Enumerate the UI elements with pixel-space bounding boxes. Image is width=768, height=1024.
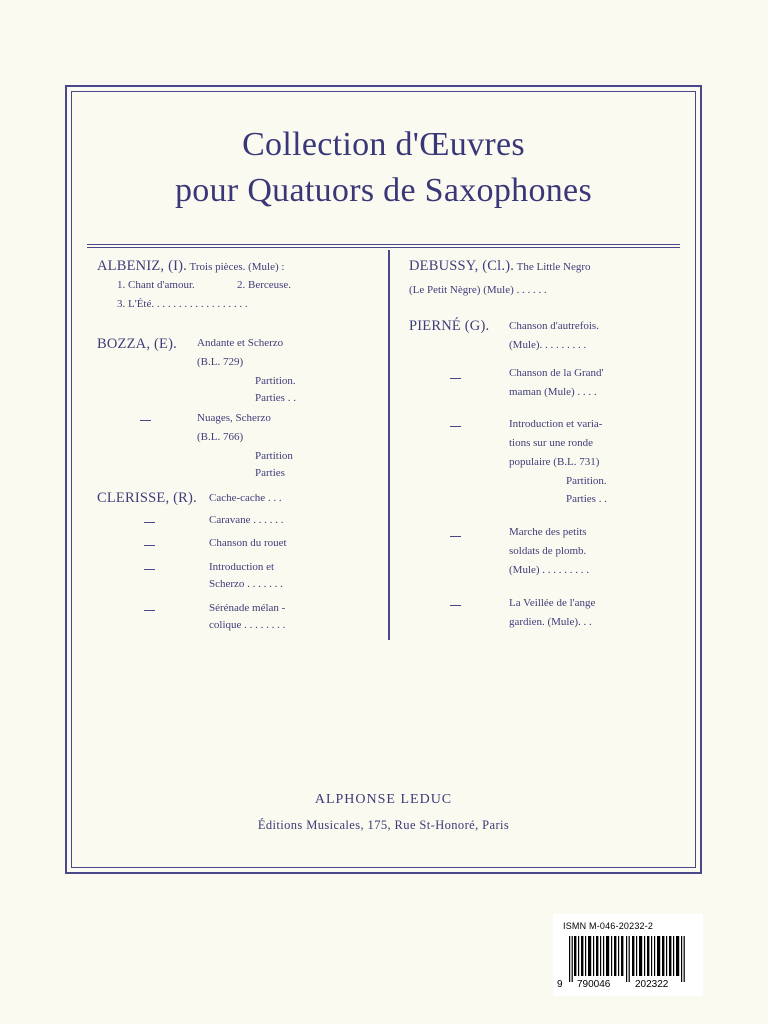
horizontal-divider xyxy=(87,244,680,248)
work-title: The Little Negro xyxy=(516,261,591,273)
work-title: tions sur une ronde xyxy=(509,437,594,449)
work-title: Marche des petits xyxy=(509,526,587,538)
title-page-frame xyxy=(65,85,702,874)
part-label: Parties xyxy=(255,467,285,479)
work-title: (Mule). . . . . . . . . xyxy=(509,339,587,351)
work-title: (Le Petit Nègre) (Mule) . . . . . . xyxy=(409,284,547,296)
catalog-number: (B.L. 766) xyxy=(197,431,244,443)
part-label: Parties . . xyxy=(566,493,607,505)
barcode-digits-left: 790046 xyxy=(577,979,611,990)
ditto-dash xyxy=(144,610,155,611)
part-label: Partition xyxy=(255,450,293,462)
work-title: Scherzo . . . . . . . xyxy=(209,578,283,590)
work-title: soldats de plomb. xyxy=(509,545,587,557)
work-title: populaire (B.L. 731) xyxy=(509,456,600,468)
work-title: Chanson du rouet xyxy=(209,537,287,549)
part-label: Parties . . xyxy=(255,392,296,404)
composer-clerisse: CLERISSE, (R). xyxy=(97,490,197,506)
albeniz-item-2: 2. Berceuse. xyxy=(237,279,292,291)
work-title: Introduction et varia- xyxy=(509,418,603,430)
debussy-entry xyxy=(409,258,591,275)
work-title: Andante et Scherzo xyxy=(197,337,284,349)
column-divider xyxy=(388,250,390,640)
composer-pierne: PIERNÉ (G). xyxy=(409,318,490,334)
work-title: gardien. (Mule). . . xyxy=(509,616,592,628)
work-title: colique . . . . . . . . xyxy=(209,619,286,631)
composer-albeniz: ALBENIZ, (I). xyxy=(97,258,187,274)
collection-subtitle: pour Quatuors de Saxophones xyxy=(175,172,592,209)
ismn-number: ISMN M-046-20232-2 xyxy=(563,921,654,931)
work-title: Nuages, Scherzo xyxy=(197,412,271,424)
barcode-digits-right: 202322 xyxy=(635,979,669,990)
ditto-dash xyxy=(144,569,155,570)
albeniz-item-1: 1. Chant d'amour. xyxy=(117,279,195,291)
publisher-address: Éditions Musicales, 175, Rue St-Honoré, Paris xyxy=(257,818,510,832)
ditto-dash xyxy=(450,378,461,379)
ditto-dash xyxy=(144,545,155,546)
albeniz-entry xyxy=(97,258,284,275)
albeniz-item-3: 3. L'Été. . . . . . . . . . . . . . . . . . xyxy=(117,298,248,310)
inner-border xyxy=(71,91,696,868)
collection-title: Collection d'Œuvres xyxy=(242,126,525,163)
part-label: Partition. xyxy=(566,475,607,487)
part-label: Partition. xyxy=(255,375,296,387)
bozza-entry xyxy=(97,336,177,353)
work-title: Introduction et xyxy=(209,561,275,573)
ditto-dash xyxy=(140,420,151,421)
work-title: Trois pièces. (Mule) : xyxy=(189,261,285,273)
pierne-entry xyxy=(409,318,489,335)
work-title: Caravane . . . . . . xyxy=(209,514,284,526)
work-title: maman (Mule) . . . . xyxy=(509,386,597,398)
barcode-digit-first: 9 xyxy=(557,979,563,990)
catalog-number: (B.L. 729) xyxy=(197,356,244,368)
publisher-name: ALPHONSE LEDUC xyxy=(314,792,453,807)
work-title: Chanson de la Grand' xyxy=(509,367,604,379)
ditto-dash xyxy=(144,522,155,523)
work-title: Sérénade mélan - xyxy=(209,602,286,614)
clerisse-entry xyxy=(97,490,197,507)
composer-debussy: DEBUSSY, (Cl.). xyxy=(409,258,515,274)
work-title: (Mule) . . . . . . . . . xyxy=(509,564,590,576)
barcode-icon xyxy=(563,936,695,982)
composer-bozza: BOZZA, (E). xyxy=(97,336,177,352)
barcode-label xyxy=(553,914,703,996)
ditto-dash xyxy=(450,426,461,427)
work-title: La Veillée de l'ange xyxy=(509,597,596,609)
work-title: Cache-cache . . . xyxy=(209,492,282,504)
ditto-dash xyxy=(450,536,461,537)
work-title: Chanson d'autrefois. xyxy=(509,320,599,332)
ditto-dash xyxy=(450,605,461,606)
